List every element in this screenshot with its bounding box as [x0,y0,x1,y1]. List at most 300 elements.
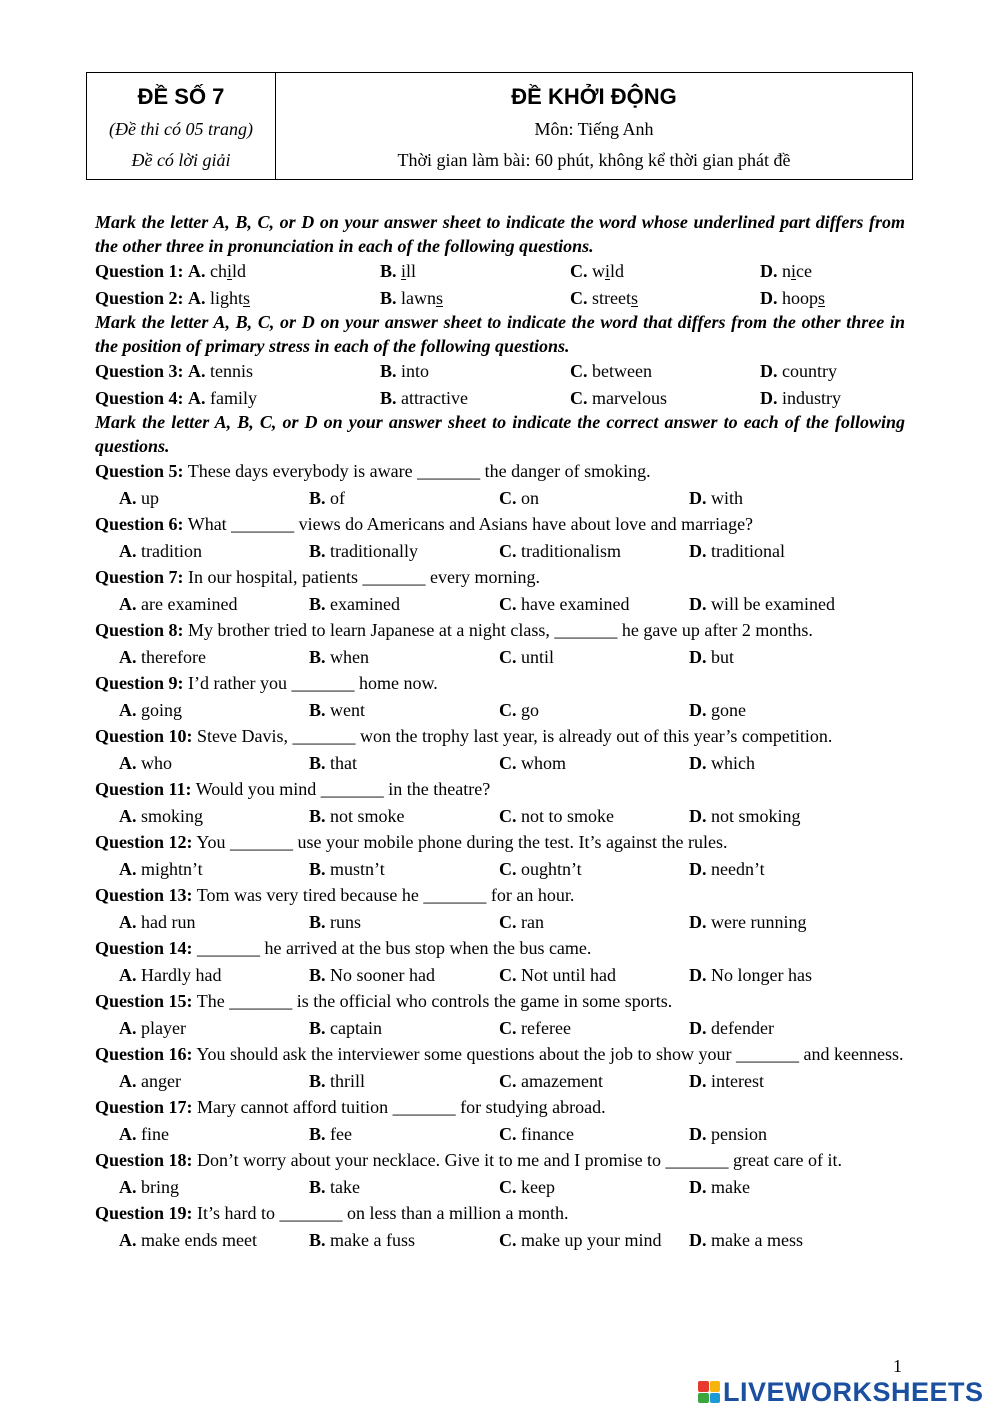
answer-option[interactable] [119,591,309,618]
answer-option[interactable] [499,1015,689,1042]
exam-title: ĐỀ KHỞI ĐỘNG [511,84,677,109]
option-text: make ends meet [141,1229,257,1250]
answer-option[interactable] [309,485,499,512]
question-stem [95,882,905,909]
section1-instruction: Mark the letter A, B, C, or D on your answer sheet to indicate the word whose underlined part differs from the other three in pronunciation in each of the following questions. [95,212,905,256]
option-text: traditionalism [521,540,621,561]
question-row [95,258,905,285]
answer-option[interactable] [689,803,801,830]
option-text: bring [141,1176,179,1197]
answer-option[interactable] [119,1227,309,1254]
question-row [95,358,905,385]
answer-options [95,1227,905,1254]
answer-option[interactable] [119,697,309,724]
answer-option[interactable] [380,385,570,412]
answer-option[interactable] [119,1174,309,1201]
answer-option[interactable] [760,385,905,412]
option-letter: C. [499,1229,517,1250]
answer-option[interactable] [570,385,760,412]
option-letter: D. [689,1017,707,1038]
option-letter: C. [570,287,588,308]
answer-option[interactable] [760,258,905,285]
answer-option[interactable] [499,697,689,724]
answer-option[interactable] [309,538,499,565]
answer-option[interactable] [119,1121,309,1148]
option-text: up [141,487,159,508]
question-text: Don’t worry about your necklace. Give it to me and I promise to _______ great care of it. [197,1149,842,1170]
question-stem [95,511,905,538]
option-text: therefore [141,646,206,667]
underlined-part: s [436,287,444,308]
answer-option[interactable] [499,750,689,777]
underlined-part: s [243,287,251,308]
answer-option[interactable] [499,485,689,512]
answer-option[interactable] [95,258,380,285]
question-text: It’s hard to _______ on less than a million a month. [197,1202,569,1223]
option-letter: C. [499,805,517,826]
answer-option[interactable] [119,1015,309,1042]
option-text: not smoke [330,805,405,826]
underlined-part: i [401,261,407,281]
answer-option[interactable] [689,1121,767,1148]
option-letter: B. [309,1017,326,1038]
answer-option[interactable] [570,258,760,285]
option-letter: D. [689,1229,707,1250]
option-text: referee [521,1017,571,1038]
answer-option[interactable] [499,803,689,830]
answer-option[interactable] [309,591,499,618]
option-letter: D. [689,593,707,614]
exam-info-cell [276,73,912,179]
option-text: make up your mind [521,1229,662,1250]
option-letter: B. [309,858,326,879]
answer-option[interactable] [570,285,760,312]
answer-option[interactable] [499,1227,689,1254]
option-text: tennis [210,361,254,381]
answer-option[interactable] [309,1174,499,1201]
answer-option[interactable] [119,909,309,936]
option-text: marvelous [592,387,667,408]
option-letter: D. [760,361,778,381]
option-letter: C. [499,1176,517,1197]
answer-option[interactable] [499,962,689,989]
option-letter: A. [119,593,137,614]
option-letter: B. [309,1123,326,1144]
answer-option[interactable] [119,538,309,565]
answer-option[interactable] [499,538,689,565]
question-stem [95,988,905,1015]
option-text: mustn’t [330,858,385,879]
option-text: Not until had [521,964,616,985]
option-text: went [330,699,366,720]
answer-option[interactable] [95,285,380,312]
option-text: were running [711,911,807,932]
exam-code: ĐỀ SỐ 7 [137,84,225,109]
question-text: Would you mind _______ in the theatre? [195,778,491,799]
option-text: until [521,646,555,667]
underlined-part: s [630,287,638,308]
option-letter: D. [689,540,707,561]
option-text: oughtn’t [521,858,582,879]
option-letter: D. [689,911,707,932]
answer-option[interactable] [689,644,734,671]
underlined-part: i [605,261,611,281]
option-letter: A. [119,964,137,985]
option-letter: B. [380,287,397,308]
word-part: ce [796,261,812,281]
question-label: Question 2: [95,287,184,308]
option-text: with [711,487,744,508]
section3-instruction: Mark the letter A, B, C, or D on your answer sheet to indicate the correct answer to each of the following questions. [95,412,905,456]
question-label: Question 13: [95,884,193,905]
option-text: captain [330,1017,382,1038]
answer-option[interactable] [119,644,309,671]
answer-option[interactable] [309,1227,499,1254]
option-text: make [711,1176,750,1197]
exam-code-cell [87,73,276,179]
answer-options [95,750,905,777]
answer-options [95,538,905,565]
answer-option[interactable] [119,750,309,777]
option-letter: C. [499,593,517,614]
question-text: Tom was very tired because he _______ for an hour. [196,884,575,905]
question-text: These days everybody is aware _______ the danger of smoking. [187,460,651,481]
question-label: Question 18: [95,1149,193,1170]
option-text: defender [711,1017,774,1038]
option-text: needn’t [711,858,765,879]
answer-option[interactable] [380,285,570,312]
solution-note: Đề có lời giải [131,150,231,170]
answer-option[interactable] [689,697,746,724]
word-part: ld [610,261,625,281]
option-letter: B. [309,805,326,826]
question-label: Question 17: [95,1096,193,1117]
answer-options [95,485,905,512]
answer-option[interactable] [499,644,689,671]
answer-option[interactable] [689,1174,750,1201]
option-letter: C. [499,964,517,985]
option-letter: B. [309,1070,326,1091]
question-stem [95,935,905,962]
answer-options [95,1015,905,1042]
answer-option[interactable] [309,697,499,724]
option-text: make a fuss [330,1229,415,1250]
option-letter: D. [689,1176,707,1197]
word-part: street [592,287,631,308]
answer-option[interactable] [570,358,760,385]
option-letter: B. [309,911,326,932]
option-letter: A. [119,1070,137,1091]
question-label: Question 12: [95,831,193,852]
option-text: No longer has [711,964,812,985]
answer-option[interactable] [119,962,309,989]
option-text: No sooner had [330,964,435,985]
option-text: industry [782,387,842,408]
option-letter: B. [309,540,326,561]
question-label: Question 19: [95,1202,193,1223]
word-part: w [592,261,605,281]
option-letter: D. [689,646,707,667]
question-stem [95,1041,905,1068]
option-letter: B. [309,964,326,985]
brand-name: LIVEWORKSHEETS [723,1376,984,1407]
answer-option[interactable] [380,258,570,285]
option-text: between [592,361,652,381]
underlined-part: i [227,261,233,281]
liveworksheets-logo-icon [698,1381,720,1403]
question-label: Question 8: [95,619,184,640]
option-text: smoking [141,805,204,826]
question-row [95,385,905,412]
answer-option[interactable] [309,1121,499,1148]
answer-option[interactable] [309,962,499,989]
underlined-part: s [818,287,826,308]
option-text: tradition [141,540,202,561]
answer-option[interactable] [95,385,380,412]
question-label: Question 4: [95,387,184,408]
answer-option[interactable] [499,856,689,883]
option-text: keep [521,1176,555,1197]
answer-options [95,962,905,989]
word-part: lawn [401,287,437,308]
answer-option[interactable] [119,856,309,883]
answer-option[interactable] [689,591,835,618]
answer-option[interactable] [309,909,499,936]
option-letter: C. [499,699,517,720]
option-text: mightn’t [141,858,203,879]
option-letter: C. [499,1070,517,1091]
option-letter: C. [499,911,517,932]
option-letter: A. [119,805,137,826]
answer-options [95,591,905,618]
question-stem [95,829,905,856]
answer-option[interactable] [309,750,499,777]
option-letter: C. [499,540,517,561]
option-letter: A. [119,1017,137,1038]
question-label: Question 5: [95,460,184,481]
option-letter: A. [119,646,137,667]
option-letter: D. [760,387,778,408]
option-text: that [330,752,358,773]
option-text: gone [711,699,746,720]
question-text: I’d rather you _______ home now. [188,672,438,693]
option-letter: C. [570,387,588,408]
question-label: Question 9: [95,672,184,693]
option-letter: A. [119,752,137,773]
question-label: Question 7: [95,566,184,587]
answer-option[interactable] [499,909,689,936]
question-stem [95,458,905,485]
question-text: What _______ views do Americans and Asians have about love and marriage? [187,513,754,534]
exam-time: Thời gian làm bài: 60 phút, không kể thời gian phát đề [397,150,791,170]
answer-option[interactable] [309,644,499,671]
option-letter: A. [119,858,137,879]
section1-questions [95,258,905,311]
option-text: runs [330,911,362,932]
option-text: interest [711,1070,764,1091]
option-text: into [401,361,430,381]
option-text: family [210,387,258,408]
answer-option[interactable] [499,1068,689,1095]
word-part: ld [232,261,247,281]
option-letter: B. [309,699,326,720]
question-label: Question 16: [95,1043,193,1064]
question-text: The _______ is the official who controls the game in some sports. [196,990,673,1011]
answer-options [95,909,905,936]
option-letter: A. [188,387,206,408]
question-row [95,285,905,312]
option-letter: A. [119,540,137,561]
option-text: finance [521,1123,574,1144]
answer-option[interactable] [689,538,785,565]
option-text: country [782,361,837,381]
option-letter: A. [119,487,137,508]
answer-option[interactable] [689,750,755,777]
option-letter: D. [689,805,707,826]
answer-option[interactable] [309,1068,499,1095]
answer-option[interactable] [689,1015,774,1042]
option-letter: B. [380,261,397,281]
word-part: ll [406,261,417,281]
option-letter: B. [309,646,326,667]
option-text: who [141,752,172,773]
answer-option[interactable] [689,962,812,989]
option-letter: A. [188,361,206,381]
option-letter: A. [188,261,206,281]
exam-header-table [86,72,913,180]
option-text: examined [330,593,400,614]
answer-option[interactable] [689,1227,803,1254]
question-stem [95,1147,905,1174]
question-stem [95,617,905,644]
option-letter: A. [119,699,137,720]
answer-option[interactable] [760,358,905,385]
answer-options [95,1068,905,1095]
option-letter: B. [309,752,326,773]
option-letter: A. [188,287,206,308]
option-text: traditional [711,540,785,561]
option-text: of [330,487,346,508]
option-letter: D. [689,487,707,508]
section2-instruction: Mark the letter A, B, C, or D on your answer sheet to indicate the word that differs from the other three in the position of primary stress in each of the following questions. [95,312,905,356]
answer-option[interactable] [689,485,743,512]
option-text: whom [521,752,566,773]
answer-options [95,803,905,830]
section3-questions [95,458,905,1253]
answer-option[interactable] [689,856,765,883]
answer-option[interactable] [380,358,570,385]
option-letter: C. [499,752,517,773]
option-text: will be examined [711,593,835,614]
answer-option[interactable] [309,856,499,883]
question-text: Mary cannot afford tuition _______ for studying abroad. [197,1096,606,1117]
page-count-note: (Đề thi có 05 trang) [109,119,253,139]
option-letter: B. [380,361,397,381]
option-letter: D. [689,699,707,720]
option-text: go [521,699,539,720]
option-text: attractive [401,387,468,408]
question-list [95,211,905,1253]
question-text: _______ he arrived at the bus stop when the bus came. [197,937,592,958]
answer-option[interactable] [119,1068,309,1095]
question-stem [95,723,905,750]
option-letter: A. [119,1176,137,1197]
option-letter: B. [309,1176,326,1197]
exam-subject: Môn: Tiếng Anh [534,119,654,139]
answer-option[interactable] [760,285,905,312]
option-letter: A. [119,1123,137,1144]
option-text: player [141,1017,186,1038]
liveworksheets-logo[interactable] [698,1377,984,1407]
option-text: had run [141,911,196,932]
answer-options [95,697,905,724]
answer-option[interactable] [689,1068,764,1095]
answer-option[interactable] [119,485,309,512]
option-letter: D. [689,1123,707,1144]
answer-options [95,856,905,883]
option-letter: B. [309,1229,326,1250]
option-letter: D. [760,287,778,308]
answer-options [95,644,905,671]
answer-options [95,1121,905,1148]
word-part: hoop [782,287,818,308]
option-letter: D. [689,1070,707,1091]
question-label: Question 15: [95,990,193,1011]
question-text: Steve Davis, _______ won the trophy last year, is already out of this year’s competition. [197,725,833,746]
question-label: Question 6: [95,513,184,534]
answer-option[interactable] [689,909,806,936]
answer-option[interactable] [309,1015,499,1042]
option-letter: C. [499,858,517,879]
answer-option[interactable] [309,803,499,830]
option-letter: B. [309,593,326,614]
word-part: n [782,261,791,281]
answer-option[interactable] [499,1174,689,1201]
question-stem [95,564,905,591]
answer-option[interactable] [499,1121,689,1148]
question-text: You _______ use your mobile phone during the test. It’s against the rules. [196,831,728,852]
question-label: Question 1: [95,261,184,281]
question-label: Question 14: [95,937,193,958]
option-text: fee [330,1123,352,1144]
option-text: are examined [141,593,238,614]
option-text: fine [141,1123,169,1144]
answer-option[interactable] [119,803,309,830]
option-text: not smoking [711,805,801,826]
question-text: My brother tried to learn Japanese at a night class, _______ he gave up after 2 months. [188,619,813,640]
option-text: take [330,1176,360,1197]
question-label: Question 10: [95,725,193,746]
option-text: which [711,752,755,773]
option-text: amazement [521,1070,603,1091]
answer-option[interactable] [499,591,689,618]
option-text: going [141,699,183,720]
question-stem [95,776,905,803]
option-text: when [330,646,370,667]
option-text: Hardly had [141,964,222,985]
answer-option[interactable] [95,358,380,385]
option-text: on [521,487,539,508]
option-letter: A. [119,911,137,932]
option-letter: B. [380,387,397,408]
option-letter: D. [689,752,707,773]
option-text: thrill [330,1070,366,1091]
question-stem [95,1094,905,1121]
option-text: not to smoke [521,805,614,826]
question-stem [95,1200,905,1227]
question-label: Question 3: [95,361,184,381]
option-letter: B. [309,487,326,508]
